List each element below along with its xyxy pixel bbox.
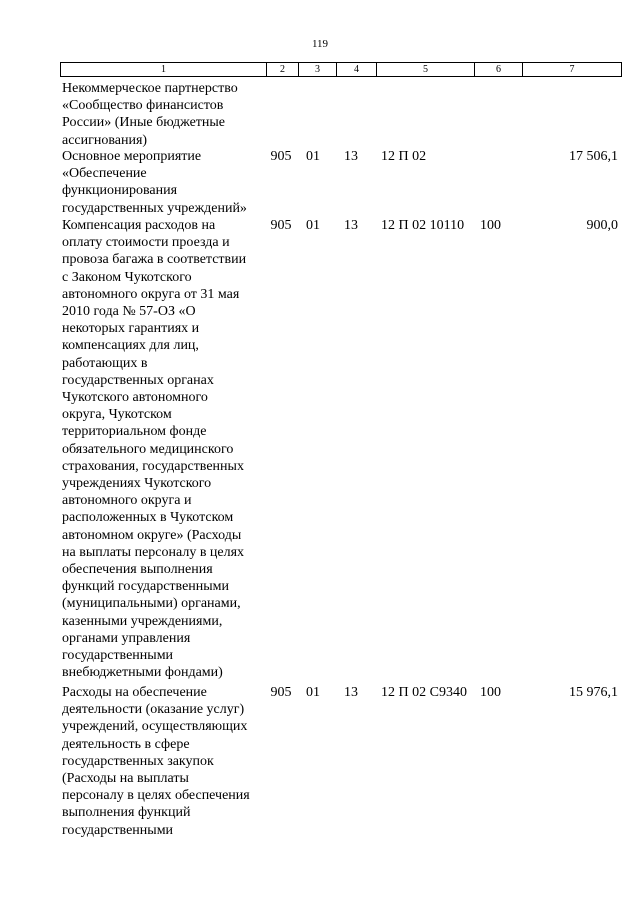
description-line: с Законом Чукотского [62, 269, 192, 285]
description-line: деятельности (оказание услуг) [62, 702, 245, 718]
description-line: органами управления [62, 630, 191, 646]
column-header-6: 6 [475, 63, 523, 77]
description-line: оплату стоимости проезда и [62, 235, 230, 251]
cell-col-3: 01 [306, 149, 320, 164]
description-line: «Обеспечение [62, 166, 147, 182]
description-line: «Сообщество финансистов [62, 98, 224, 114]
description-line: 2010 года № 57-ОЗ «О [62, 304, 196, 320]
cell-col-6: 100 [480, 218, 501, 233]
column-header-3: 3 [299, 63, 337, 77]
description-line: автономного округа от 31 мая [62, 286, 240, 302]
description-line: работающих в [62, 355, 148, 371]
cell-col-4: 13 [344, 149, 358, 164]
cell-col-2: 905 [270, 218, 292, 233]
description-line: (муниципальными) органами, [62, 596, 241, 612]
page-number: 119 [311, 38, 329, 50]
description-line: расположенных в Чукотском [62, 510, 234, 526]
description-line: на выплаты персоналу в целях [62, 544, 245, 560]
column-header-7: 7 [523, 63, 622, 77]
description-line: учреждений, осуществляющих [62, 719, 248, 735]
description-line: Расходы на обеспечение [62, 685, 207, 700]
cell-col-7: 900,0 [586, 218, 618, 233]
row-description [62, 217, 267, 681]
description-line: выполнения функций [62, 805, 191, 821]
column-header-5: 5 [377, 63, 475, 77]
description-line: государственными [62, 648, 174, 664]
description-line: автономного округа и [62, 493, 192, 509]
cell-col-7: 17 506,1 [569, 149, 618, 164]
description-line: провоза багажа в соответствии [62, 252, 247, 268]
column-header-row [61, 63, 622, 77]
description-line: внебюджетными фондами) [62, 665, 223, 681]
description-line: государственных учреждений» [62, 200, 247, 216]
row-description [62, 684, 267, 839]
description-line: казенными учреждениями, [62, 613, 223, 629]
description-line: (Расходы на выплаты [62, 771, 189, 787]
cell-col-5: 12 П 02 10110 [381, 218, 465, 233]
column-header-1: 1 [61, 63, 267, 77]
description-line: Чукотского автономного [62, 390, 208, 406]
cell-col-2: 905 [270, 149, 292, 164]
description-line: ассигнования) [62, 132, 148, 148]
cell-col-2: 905 [270, 685, 292, 700]
description-line: деятельность в сфере [62, 736, 190, 752]
description-line: России» (Иные бюджетные [62, 115, 226, 131]
description-line: персоналу в целях обеспечения [62, 788, 250, 804]
description-line: территориальном фонде [62, 424, 207, 440]
cell-col-3: 01 [306, 685, 320, 700]
description-line: функций государственными [62, 579, 230, 595]
description-line: государственных закупок [62, 753, 214, 769]
description-line: Некоммерческое партнерство [62, 81, 238, 96]
cell-col-4: 13 [344, 218, 358, 233]
description-line: обязательного медицинского [62, 441, 234, 457]
description-line: Основное мероприятие [62, 149, 202, 164]
row-description [62, 80, 267, 149]
description-line: обеспечения выполнения [62, 562, 213, 578]
cell-col-4: 13 [344, 685, 358, 700]
description-line: государственными [62, 822, 174, 838]
description-line: округа, Чукотском [62, 407, 172, 423]
cell-col-5: 12 П 02 [381, 149, 427, 164]
column-header-4: 4 [337, 63, 377, 77]
cell-col-7: 15 976,1 [569, 685, 618, 700]
cell-col-6: 100 [480, 685, 501, 700]
description-line: учреждениях Чукотского [62, 476, 212, 492]
description-line: автономном округе» (Расходы [62, 527, 242, 543]
description-line: компенсациях для лиц, [62, 338, 199, 354]
column-header-2: 2 [267, 63, 299, 77]
cell-col-5: 12 П 02 С9340 [381, 685, 467, 700]
description-line: Компенсация расходов на [62, 218, 216, 233]
cell-col-3: 01 [306, 218, 320, 233]
description-line: функционирования [62, 183, 178, 199]
description-line: некоторых гарантиях и [62, 321, 200, 337]
row-description [62, 148, 267, 217]
description-line: страхования, государственных [62, 458, 244, 474]
column-header-table [60, 62, 622, 77]
description-line: государственных органах [62, 372, 214, 388]
